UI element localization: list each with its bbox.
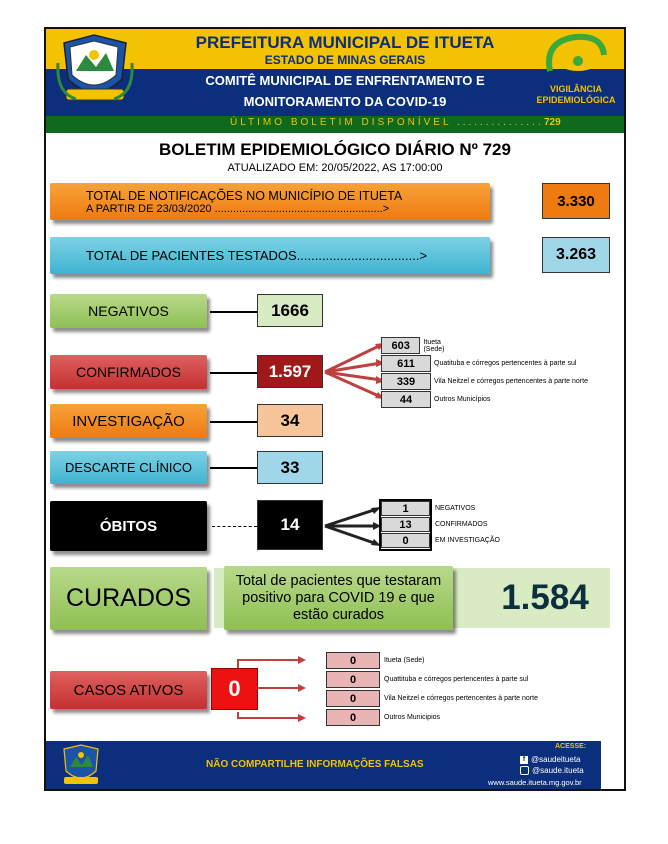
deaths-breakdown-label: EM INVESTIGAÇÃO <box>435 537 500 544</box>
confirmed-breakdown-value: 603 <box>381 337 420 354</box>
footer-access-label: ACESSE: <box>555 743 587 750</box>
deaths-breakdown-value: 13 <box>381 517 430 532</box>
list-item <box>381 501 475 516</box>
confirmed-breakdown-value: 611 <box>381 355 431 372</box>
last-bulletin-label: ÚLTIMO BOLETIM DISPONÍVEL ............... <box>230 117 544 128</box>
confirmed-breakdown-label: Quatituba e córregos pertencentes à parte sul <box>434 360 577 367</box>
active-value: 0 <box>211 668 258 710</box>
footer-instagram-handle: @saude.itueta <box>532 766 584 775</box>
active-breakdown-label: Quattituba e córregos pertencentes à parte sul <box>384 676 529 683</box>
list-item <box>326 671 528 688</box>
deaths-breakdown-label: CONFIRMADOS <box>435 521 488 528</box>
deaths-breakdown-label: NEGATIVOS <box>435 505 476 512</box>
list-item <box>381 355 576 372</box>
notifications-banner <box>50 183 490 220</box>
negatives-connector <box>210 311 258 313</box>
list-item <box>326 690 538 707</box>
list-item <box>326 652 424 669</box>
discarded-value: 33 <box>257 451 323 484</box>
confirmed-breakdown-value: 44 <box>381 391 431 408</box>
confirmed-breakdown-label: Vila Neitzel e córregos pertencentes à parte norte <box>434 378 588 385</box>
cured-value: 1.584 <box>501 578 589 617</box>
negatives-label: NEGATIVOS <box>50 294 207 328</box>
active-breakdown-value: 0 <box>326 671 380 688</box>
tested-banner <box>50 237 490 274</box>
confirmed-connector <box>210 372 258 374</box>
active-breakdown-label: Vila Neitzel e córregos pertencentes à parte norte <box>384 695 538 702</box>
active-branch-arrows <box>228 650 308 730</box>
last-bulletin-number: 729 <box>544 117 561 128</box>
deaths-branch-arrows <box>323 502 383 554</box>
facebook-icon: f <box>520 756 528 764</box>
header-subtitle: ESTADO DE MINAS GERAIS <box>264 53 426 67</box>
active-breakdown-value: 0 <box>326 709 380 726</box>
list-item <box>381 337 455 354</box>
header-title: PREFEITURA MUNICIPAL DE ITUETA <box>195 33 495 52</box>
list-item <box>381 373 588 390</box>
active-breakdown-value: 0 <box>326 652 380 669</box>
cured-label: CURADOS <box>50 567 207 630</box>
cured-description: Total de pacientes que testaram positivo para COVID 19 e que estão curados <box>224 566 453 630</box>
footer-facebook-handle: @saudeitueta <box>531 755 581 764</box>
coat-of-arms-icon <box>56 33 134 109</box>
investigation-connector <box>210 421 258 423</box>
tested-label: TOTAL DE PACIENTES TESTADOS..................................> <box>86 248 428 263</box>
deaths-label: ÓBITOS <box>50 501 207 551</box>
vigilancia-logo-icon <box>540 31 612 83</box>
active-breakdown-label: Outros Municipios <box>384 714 441 721</box>
footer-facebook[interactable] <box>520 755 581 764</box>
list-item <box>326 709 440 726</box>
deaths-value: 14 <box>257 500 323 550</box>
active-label: CASOS ATIVOS <box>50 671 207 709</box>
footer-warning: NÃO COMPARTILHE INFORMAÇÕES FALSAS <box>206 759 424 770</box>
notifications-label-line2: A PARTIR DE 23/03/2020 .......................................................> <box>86 202 390 215</box>
list-item <box>381 533 500 548</box>
list-item <box>381 517 488 532</box>
committee-line-1: COMITÊ MUNICIPAL DE ENFRENTAMENTO E <box>205 73 485 88</box>
bulletin-title: BOLETIM EPIDEMIOLÓGICO DIÁRIO Nº 729 <box>159 140 511 159</box>
vigilancia-logo-text: VIGILÂNCIA EPIDEMIOLÓGICA <box>536 84 616 105</box>
discarded-connector <box>210 467 258 469</box>
notifications-value: 3.330 <box>542 183 610 219</box>
investigation-label: INVESTIGAÇÃO <box>50 404 207 438</box>
confirmed-label: CONFIRMADOS <box>50 355 207 389</box>
active-breakdown-value: 0 <box>326 690 380 707</box>
footer-website-link[interactable]: www.saude.itueta.mg.gov.br <box>488 778 582 787</box>
investigation-value: 34 <box>257 404 323 437</box>
notifications-label-line1: TOTAL DE NOTIFICAÇÕES NO MUNICÍPIO DE ITUETA <box>86 188 403 203</box>
bulletin-updated: ATUALIZADO EM: 20/05/2022, AS 17:00:00 <box>227 162 443 174</box>
confirmed-branch-arrows <box>323 336 387 408</box>
negatives-value: 1666 <box>257 294 323 327</box>
discarded-label: DESCARTE CLÍNICO <box>50 451 207 484</box>
confirmed-value: 1.597 <box>257 355 323 388</box>
instagram-icon <box>520 766 529 775</box>
confirmed-breakdown-value: 339 <box>381 373 431 390</box>
list-item <box>381 391 490 408</box>
deaths-connector <box>212 526 257 527</box>
deaths-breakdown-value: 1 <box>381 501 430 516</box>
confirmed-breakdown-label: Itueta (Sede) <box>423 338 445 353</box>
confirmed-breakdown-label: Outros Municípios <box>434 396 491 403</box>
tested-value: 3.263 <box>542 237 610 273</box>
deaths-breakdown-value: 0 <box>381 533 430 548</box>
footer-instagram[interactable] <box>520 766 584 775</box>
committee-line-2: MONITORAMENTO DA COVID-19 <box>243 94 447 109</box>
active-breakdown-label: Itueta (Sede) <box>384 657 425 664</box>
footer-coat-of-arms-icon <box>58 743 104 787</box>
